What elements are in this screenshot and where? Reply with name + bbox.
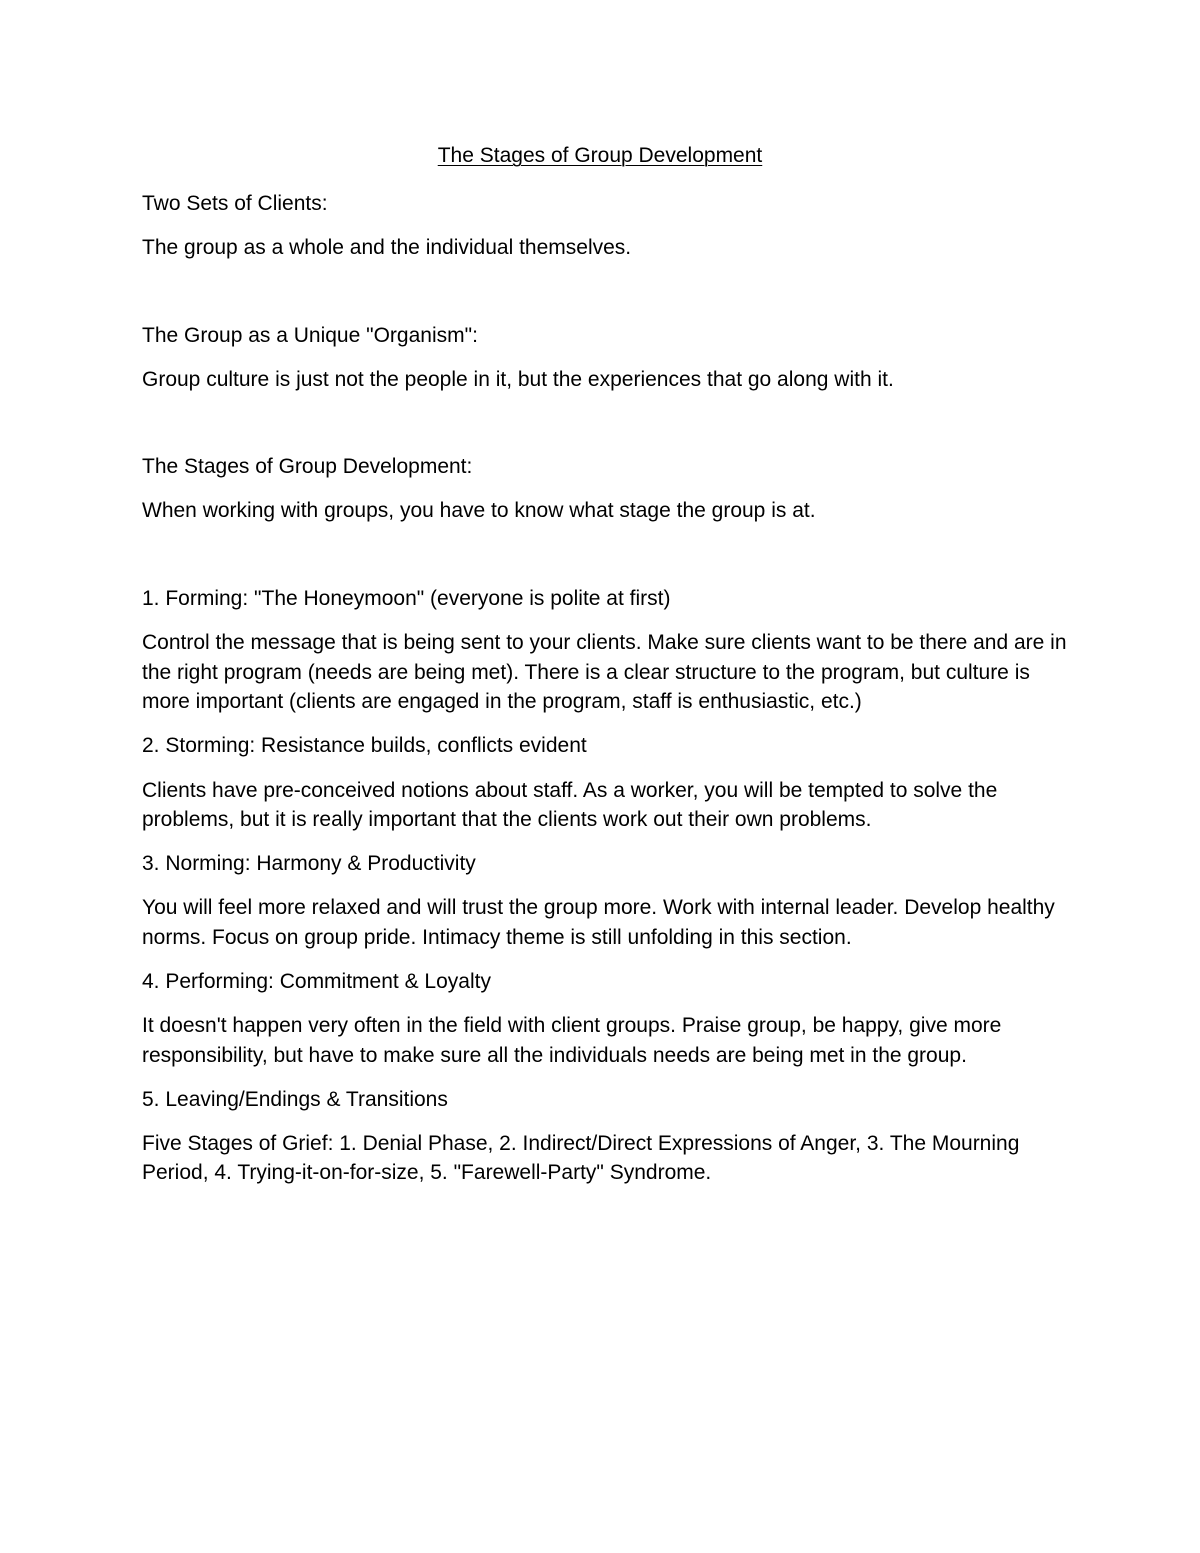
stage-heading: 5. Leaving/Endings & Transitions [142, 1087, 448, 1111]
stages-text: When working with groups, you have to know what stage the group is at. [142, 499, 816, 523]
stage-text: Five Stages of Grief: 1. Denial Phase, 2. Indirect/Direct Expressions of Anger, 3. The Mourning Period, 4. Trying-it-on-for-size, 5. "Farewell-Party" Syndrome. [142, 1131, 1020, 1185]
document-title-wrapper [0, 143, 1200, 169]
stage-heading: 4. Performing: Commitment & Loyalty [142, 970, 491, 993]
stage-heading: 2. Storming: Resistance builds, conflicts evident [142, 734, 587, 758]
document-body [142, 189, 1072, 1188]
organism-heading: The Group as a Unique "Organism": [142, 323, 478, 347]
stages-heading: The Stages of Group Development: [142, 455, 473, 479]
organism-text: Group culture is just not the people in it, but the experiences that go along with it. [142, 367, 894, 391]
stage-text: You will feel more relaxed and will trust the group more. Work with internal leader. Develop healthy norms. Focus on group pride. Intimacy theme is still unfolding in this section. [142, 896, 1055, 949]
clients-heading: Two Sets of Clients: [142, 192, 328, 215]
stage-text: Clients have pre-conceived notions about staff. As a worker, you will be tempted to solve the problems, but it is really important that the clients work out their own problems. [142, 778, 998, 832]
stage-text: Control the message that is being sent to your clients. Make sure clients want to be there and are in the right program (needs are being met). There is a clear structure to the program, but culture is more important (clients are engaged in the program, staff is enthusiastic, etc.) [142, 631, 1067, 714]
document-title: The Stages of Group Development [437, 144, 763, 167]
clients-text: The group as a whole and the individual themselves. [142, 236, 632, 260]
stage-heading: 3. Norming: Harmony & Productivity [142, 852, 476, 876]
stage-text: It doesn't happen very often in the field with client groups. Praise group, be happy, give more responsibility, but have to make sure all the individuals needs are being met in the group. [142, 1014, 1002, 1067]
stage-heading: 1. Forming: "The Honeymoon" (everyone is polite at first) [142, 587, 671, 611]
